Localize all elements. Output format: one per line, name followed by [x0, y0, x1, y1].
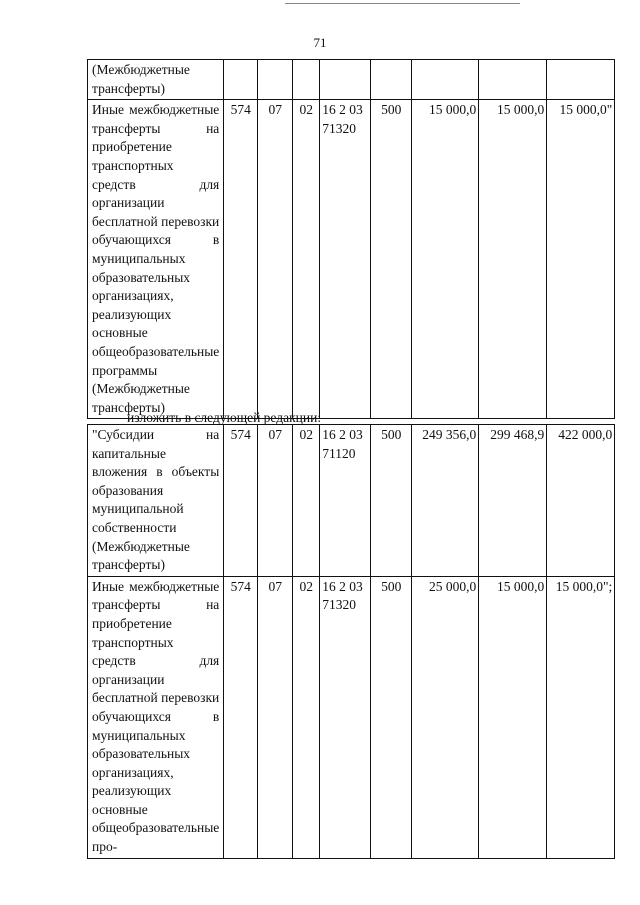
ved-cell: 574 — [224, 576, 258, 858]
table-row — [88, 576, 615, 858]
amount-year2-cell: 15 000,0 — [479, 100, 547, 419]
amount-year3-cell — [547, 60, 615, 100]
amount-year2-cell: 15 000,0 — [479, 576, 547, 858]
row-name-cell: Иные межбюджетные трансферты на приобретение транспортных средств для организации бесплатной перевозки обучающихся в муниципальных образовательных организациях, реализующих основные общеобразовательные про- — [88, 576, 224, 858]
cs-cell: 16 2 03 71120 — [320, 425, 371, 577]
row-name-cell: (Межбюджетные трансферты) — [88, 60, 224, 100]
table-row — [88, 60, 615, 100]
ved-cell — [224, 60, 258, 100]
table-row — [88, 425, 615, 577]
cs-cell — [320, 60, 371, 100]
ved-cell: 574 — [224, 425, 258, 577]
row-name-cell: Иные межбюджетные трансферты на приобретение транспортных средств для организации бесплатной перевозки обучающихся в муниципальных образовательных организациях, реализующих основные общеобразовательные программы (Межбюджетные трансферты) — [88, 100, 224, 419]
amount-year3-cell: 15 000,0"; — [547, 576, 615, 858]
vr-cell — [371, 60, 412, 100]
pr-cell: 02 — [293, 100, 320, 419]
amount-year3-cell: 422 000,0 — [547, 425, 615, 577]
rz-cell — [258, 60, 293, 100]
top-rule — [285, 3, 520, 4]
cs-cell: 16 2 03 71320 — [320, 576, 371, 858]
amount-year1-cell: 249 356,0 — [412, 425, 479, 577]
vr-cell: 500 — [371, 425, 412, 577]
cs-cell: 16 2 03 71320 — [320, 100, 371, 419]
row-name-cell: "Субсидии на капитальные вложения в объекты образования муниципальной собственности (Межбюджетные трансферты) — [88, 425, 224, 577]
amount-year2-cell: 299 468,9 — [479, 425, 547, 577]
budget-table-before — [87, 59, 615, 419]
amendment-instruction: изложить в следующей редакции: — [127, 410, 322, 425]
pr-cell — [293, 60, 320, 100]
amount-year1-cell — [412, 60, 479, 100]
ved-cell: 574 — [224, 100, 258, 419]
amount-year1-cell: 15 000,0 — [412, 100, 479, 419]
pr-cell: 02 — [293, 576, 320, 858]
amount-year3-cell: 15 000,0" — [547, 100, 615, 419]
vr-cell: 500 — [371, 576, 412, 858]
rz-cell: 07 — [258, 576, 293, 858]
amount-year1-cell: 25 000,0 — [412, 576, 479, 858]
rz-cell: 07 — [258, 100, 293, 419]
pr-cell: 02 — [293, 425, 320, 577]
vr-cell: 500 — [371, 100, 412, 419]
table-row — [88, 100, 615, 419]
rz-cell: 07 — [258, 425, 293, 577]
budget-table-after — [87, 424, 615, 859]
page-number: 71 — [313, 35, 327, 50]
amount-year2-cell — [479, 60, 547, 100]
